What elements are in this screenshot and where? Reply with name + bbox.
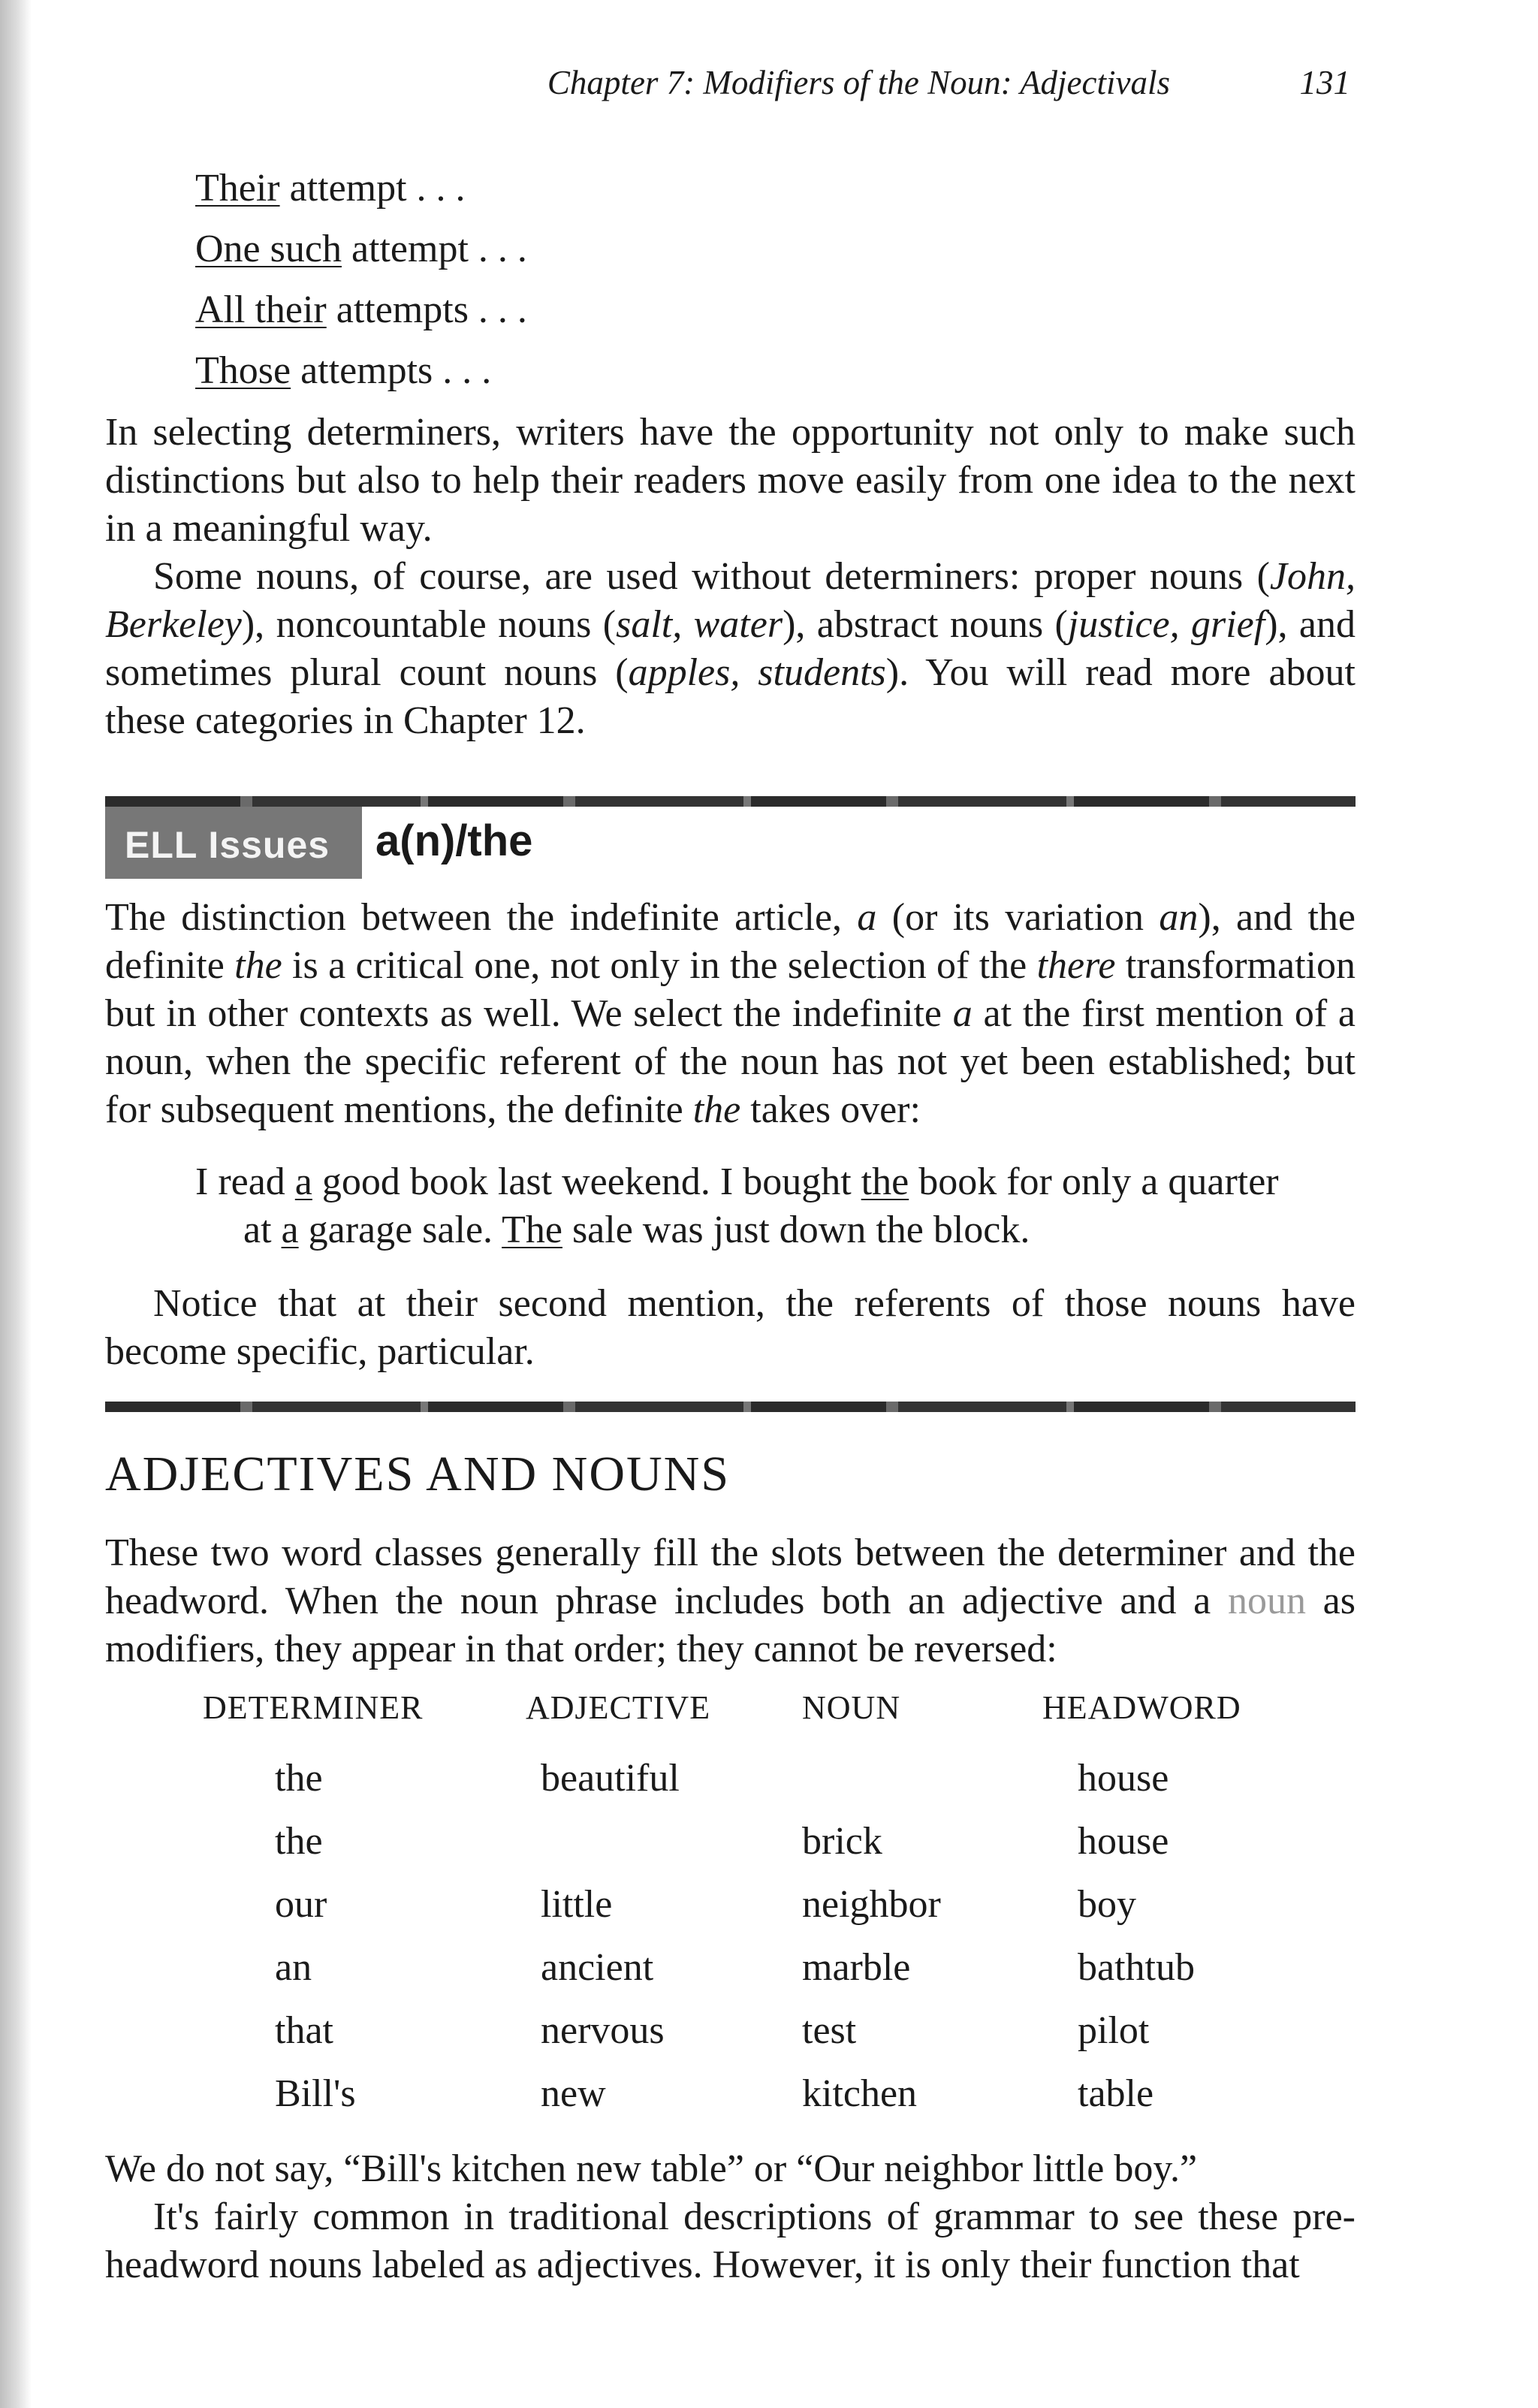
example-rest: attempt . . . [341,228,527,270]
section-intro [105,1529,1356,1673]
table-header: HEADWORD [1042,1689,1241,1726]
table-cell: the [275,1757,323,1800]
table-cell: test [802,2009,857,2052]
intro-paragraph: These two word classes generally fill the slots between the determiner and the headword. When the noun phrase includes both an adjective and a noun as modifiers, they appear in that order; they cannot be reversed: [105,1531,1356,1670]
ell-issues-badge: ELL Issues [105,807,362,879]
table-cell: nervous [541,2009,665,2052]
after-table-sentence: We do not say, “Bill's kitchen new table” or “Our neighbor little boy.” [105,2147,1198,2190]
example-line [195,219,527,279]
determiner-examples [195,158,527,401]
paragraph-nouns-without-determiners: Some nouns, of course, are used without determiners: proper nouns (John, Berkeley), noncountable nouns (salt, water), abstract nouns (justice, grief), and sometimes plural count nouns (apples, students). You will read more about these categories in Chapter 12. [105,555,1356,742]
ell-body [105,894,1356,1134]
notice-paragraph: Notice that at their second mention, the referents of those nouns have become specific, particular. [105,1282,1356,1373]
example-line-1: I read a good book last weekend. I bought the book for only a quarter [195,1160,1279,1203]
table-cell: new [541,2072,606,2115]
body-text-top [105,409,1356,745]
ell-bottom-rule [105,1402,1356,1412]
table-cell: brick [802,1820,882,1863]
example-rest: attempts . . . [326,288,527,331]
example-line [195,279,527,340]
table-header: ADJECTIVE [526,1689,711,1726]
table-cell: an [275,1946,312,1989]
table-cell: our [275,1883,327,1926]
determiner-underlined: One such [195,228,342,270]
table-cell: pilot [1078,2009,1150,2052]
table-cell: marble [802,1946,911,1989]
table-cell: the [275,1820,323,1863]
body-text-bottom [105,2145,1356,2289]
table-header: DETERMINER [203,1689,424,1726]
determiner-underlined: All their [195,288,327,331]
ell-notice [105,1280,1356,1376]
table-cell: that [275,2009,333,2052]
table-cell: table [1078,2072,1154,2115]
determiner-underlined: Those [195,349,291,392]
page-number: 131 [1299,64,1350,101]
final-paragraph: It's fairly common in traditional descriptions of grammar to see these pre-headword nouns labeled as adjectives. However, it is only their function that [105,2195,1356,2286]
example-rest: attempt . . . [279,167,466,210]
section-heading: ADJECTIVES AND NOUNS [105,1447,731,1501]
table-cell: bathtub [1078,1946,1195,1989]
example-rest: attempts . . . [291,349,492,392]
ell-heading: a(n)/the [375,816,533,865]
table-cell: house [1078,1757,1169,1800]
table-cell: kitchen [802,2072,918,2115]
table-cell: beautiful [541,1757,680,1800]
table-cell: boy [1078,1883,1136,1926]
page-gutter-shadow [0,0,32,2408]
example-line [195,340,527,401]
table-cell: neighbor [802,1883,941,1926]
table-cell: ancient [541,1946,654,1989]
table-cell: Bill's [275,2072,356,2115]
running-header [0,63,1538,116]
example-line [195,158,527,219]
table-cell: house [1078,1820,1169,1863]
example-line-2: at a garage sale. The sale was just down the block. [243,1209,1030,1251]
table-cell: little [541,1883,613,1926]
running-title: Chapter 7: Modifiers of the Noun: Adjectivals [547,64,1170,101]
ell-example [195,1158,1356,1254]
ell-paragraph: The distinction between the indefinite article, a (or its variation an), and the definite the is a critical one, not only in the selection of the there transformation but in other contexts as well. We select the indefinite a at the first mention of a noun, when the specific referent of the noun has not yet been established; but for subsequent mentions, the definite the takes over: [105,896,1356,1131]
table-header: NOUN [802,1689,901,1726]
ell-top-rule [105,796,1356,807]
paragraph-determiners: In selecting determiners, writers have the opportunity not only to make such distinctions but also to help their readers move easily from one idea to the next in a meaningful way. [105,411,1356,550]
determiner-underlined: Their [195,167,280,210]
